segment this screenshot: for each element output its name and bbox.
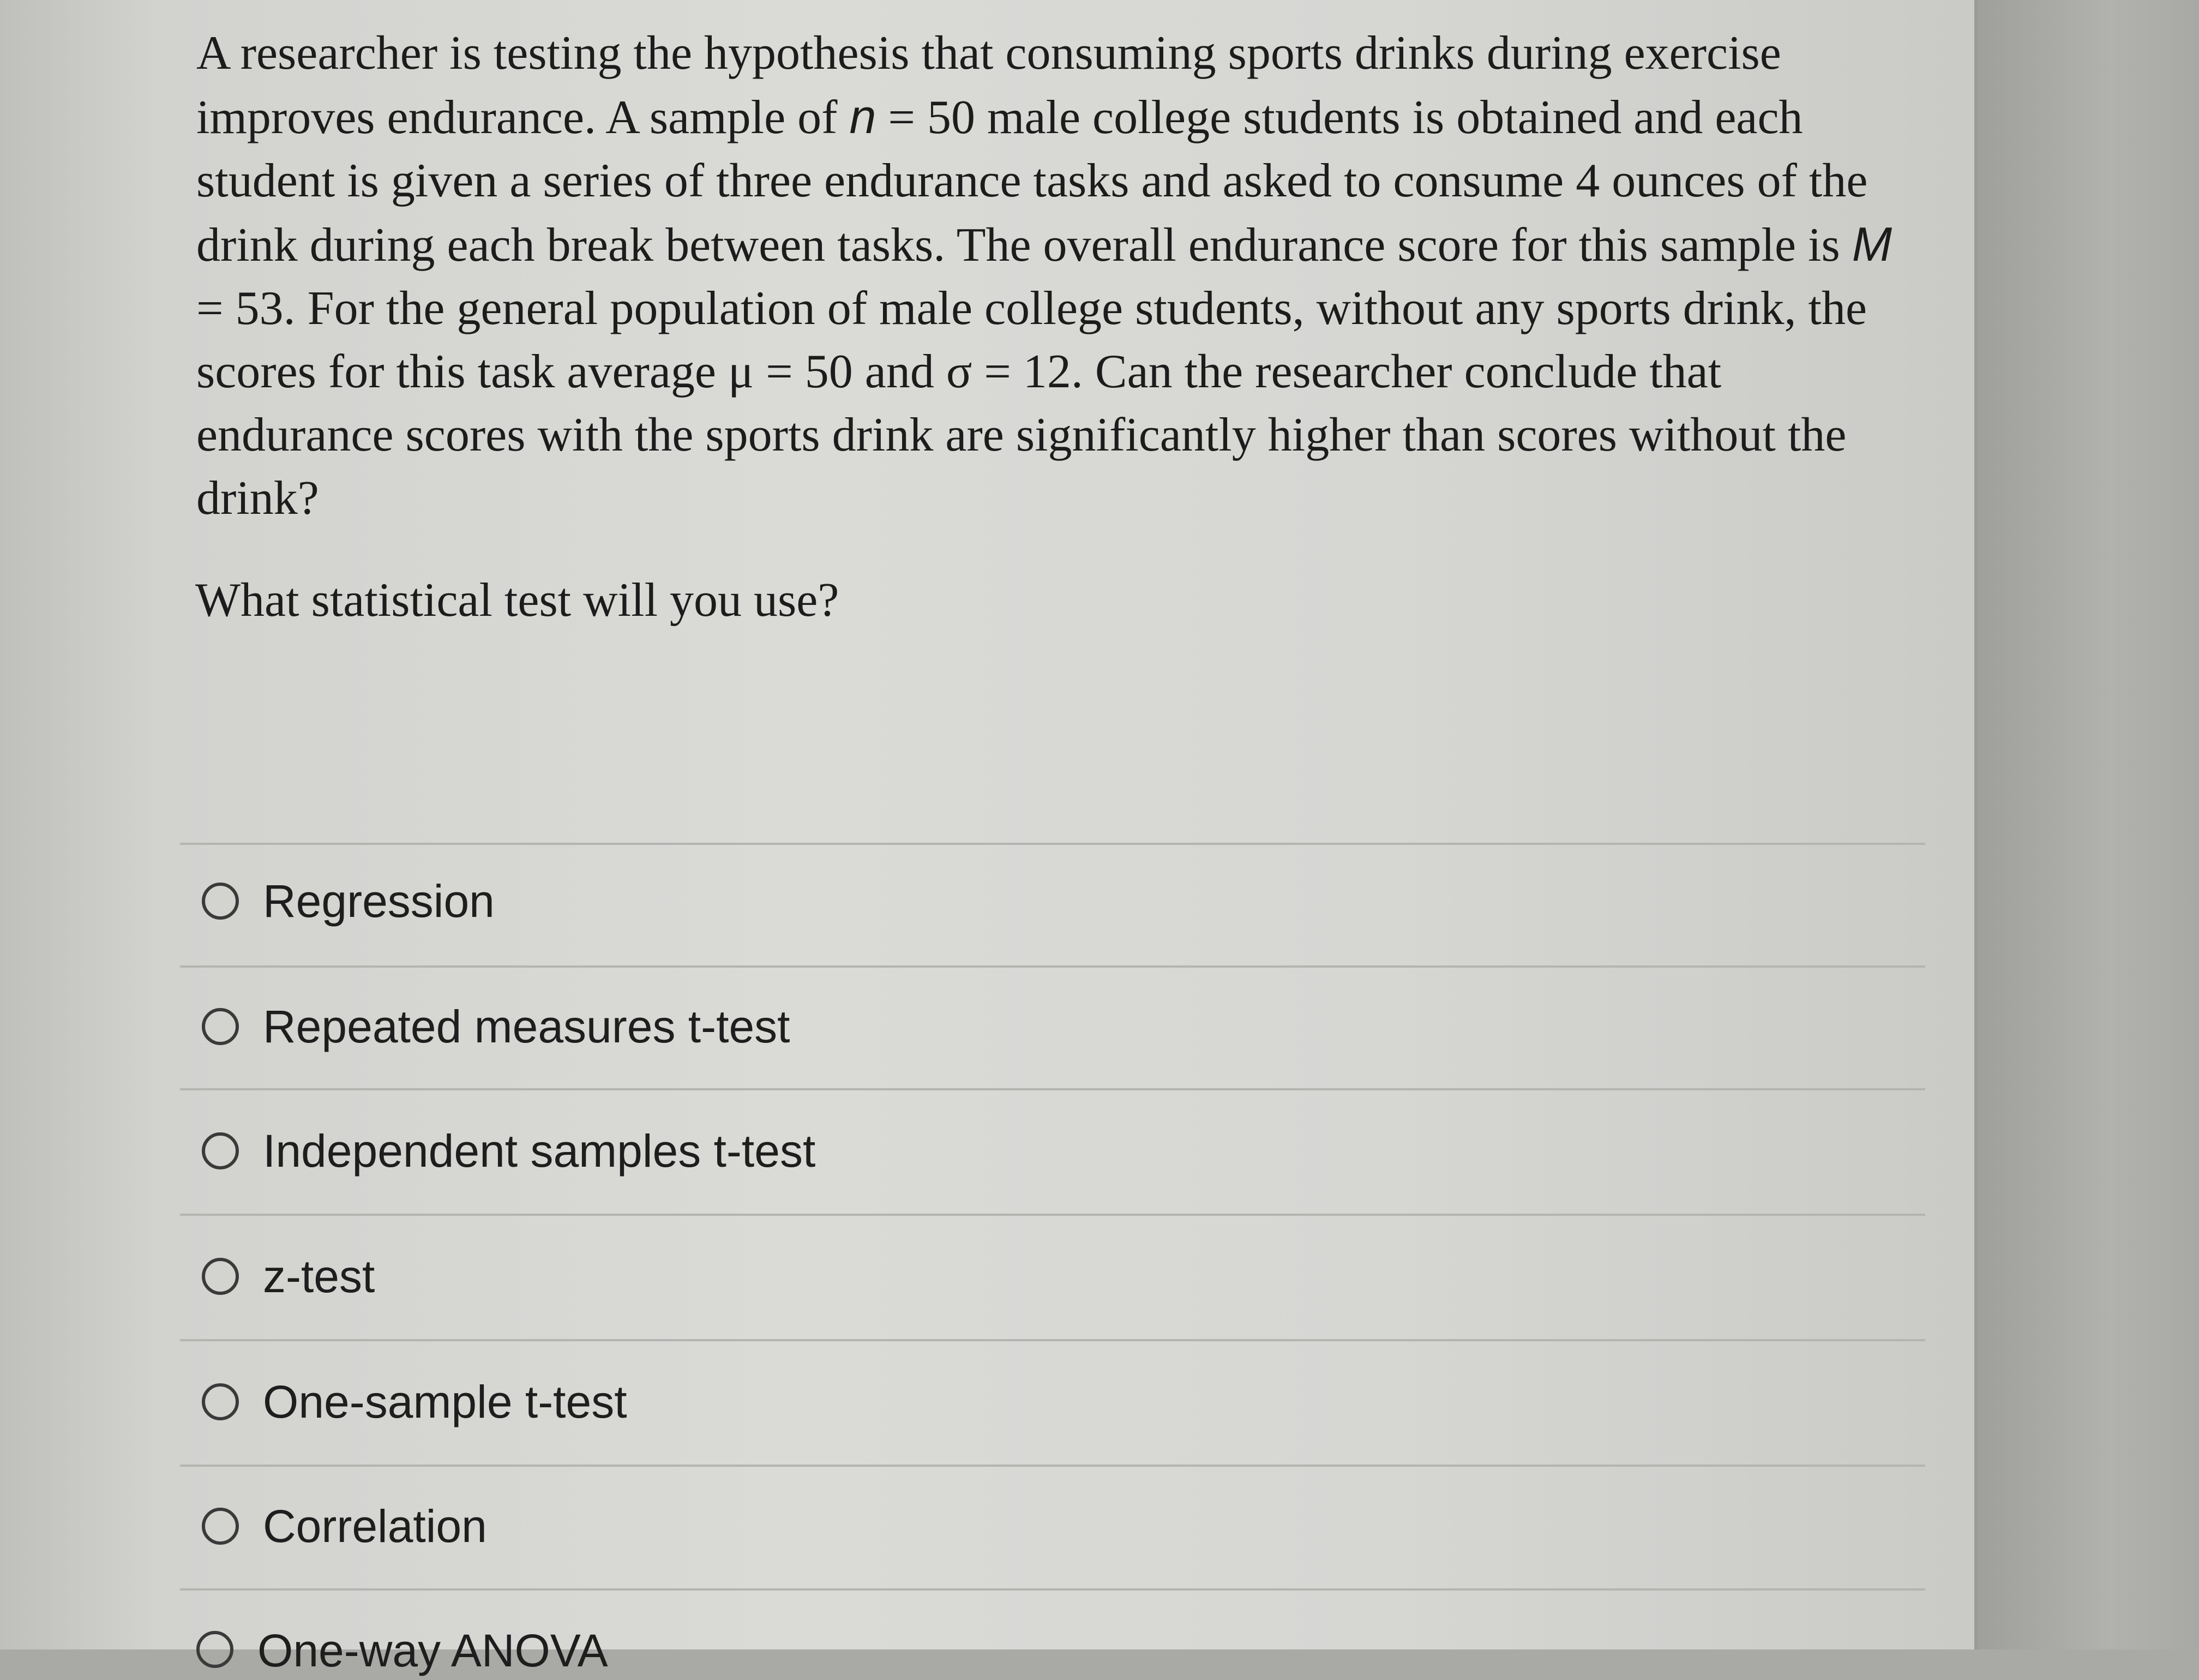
question-text-part: = 50 male college students is obtained and each student is given a series of three endurance tasks and asked to consume 4 ounces of the drink during each break between tasks. The overall endurance score for this sample is <box>196 91 1868 272</box>
radio-button[interactable] <box>202 883 239 920</box>
divider <box>180 843 1925 845</box>
option-label: One-sample t-test <box>263 1376 627 1427</box>
radio-button[interactable] <box>202 1258 239 1295</box>
divider <box>180 1214 1925 1216</box>
option-label: Regression <box>263 875 495 927</box>
background-surface <box>1978 0 2199 1649</box>
question-prompt: What statistical test will you use? <box>195 574 839 627</box>
option-independent-samples-t-test[interactable] <box>202 1118 815 1184</box>
option-label: Independent samples t-test <box>263 1125 816 1177</box>
radio-button[interactable] <box>202 1132 239 1169</box>
option-correlation[interactable] <box>202 1493 487 1559</box>
option-z-test[interactable] <box>202 1244 375 1309</box>
radio-button[interactable] <box>202 1383 239 1420</box>
option-one-way-anova[interactable] <box>196 1615 608 1680</box>
question-text-part: A researcher is testing the hypothesis that consuming sports drinks during exercise improves endurance. A sample of <box>196 27 1781 144</box>
sample-mean-variable: M <box>1852 217 1892 271</box>
radio-button[interactable] <box>202 1508 239 1545</box>
option-label: Correlation <box>263 1500 487 1552</box>
option-label: One-way ANOVA <box>257 1625 608 1676</box>
question-text-part: = 53. For the general population of male college students, without any sports drink, the scores for this task average μ = 50 and σ = 12. Can the researcher conclude that endurance scores with the sports drink are significantly higher than scores without the drink? <box>196 282 1867 525</box>
divider <box>180 1339 1925 1341</box>
option-repeated-measures-t-test[interactable] <box>202 994 790 1059</box>
radio-button[interactable] <box>202 1008 239 1045</box>
divider <box>180 1088 1925 1090</box>
option-label: Repeated measures t-test <box>263 1000 790 1052</box>
option-regression[interactable] <box>202 868 495 934</box>
divider <box>180 965 1925 968</box>
divider <box>180 1588 1925 1591</box>
question-text <box>196 22 1920 530</box>
divider <box>180 1465 1925 1467</box>
radio-button[interactable] <box>196 1631 233 1668</box>
option-label: z-test <box>263 1250 375 1302</box>
option-one-sample-t-test[interactable] <box>202 1369 627 1435</box>
sample-size-variable: n <box>849 89 876 143</box>
